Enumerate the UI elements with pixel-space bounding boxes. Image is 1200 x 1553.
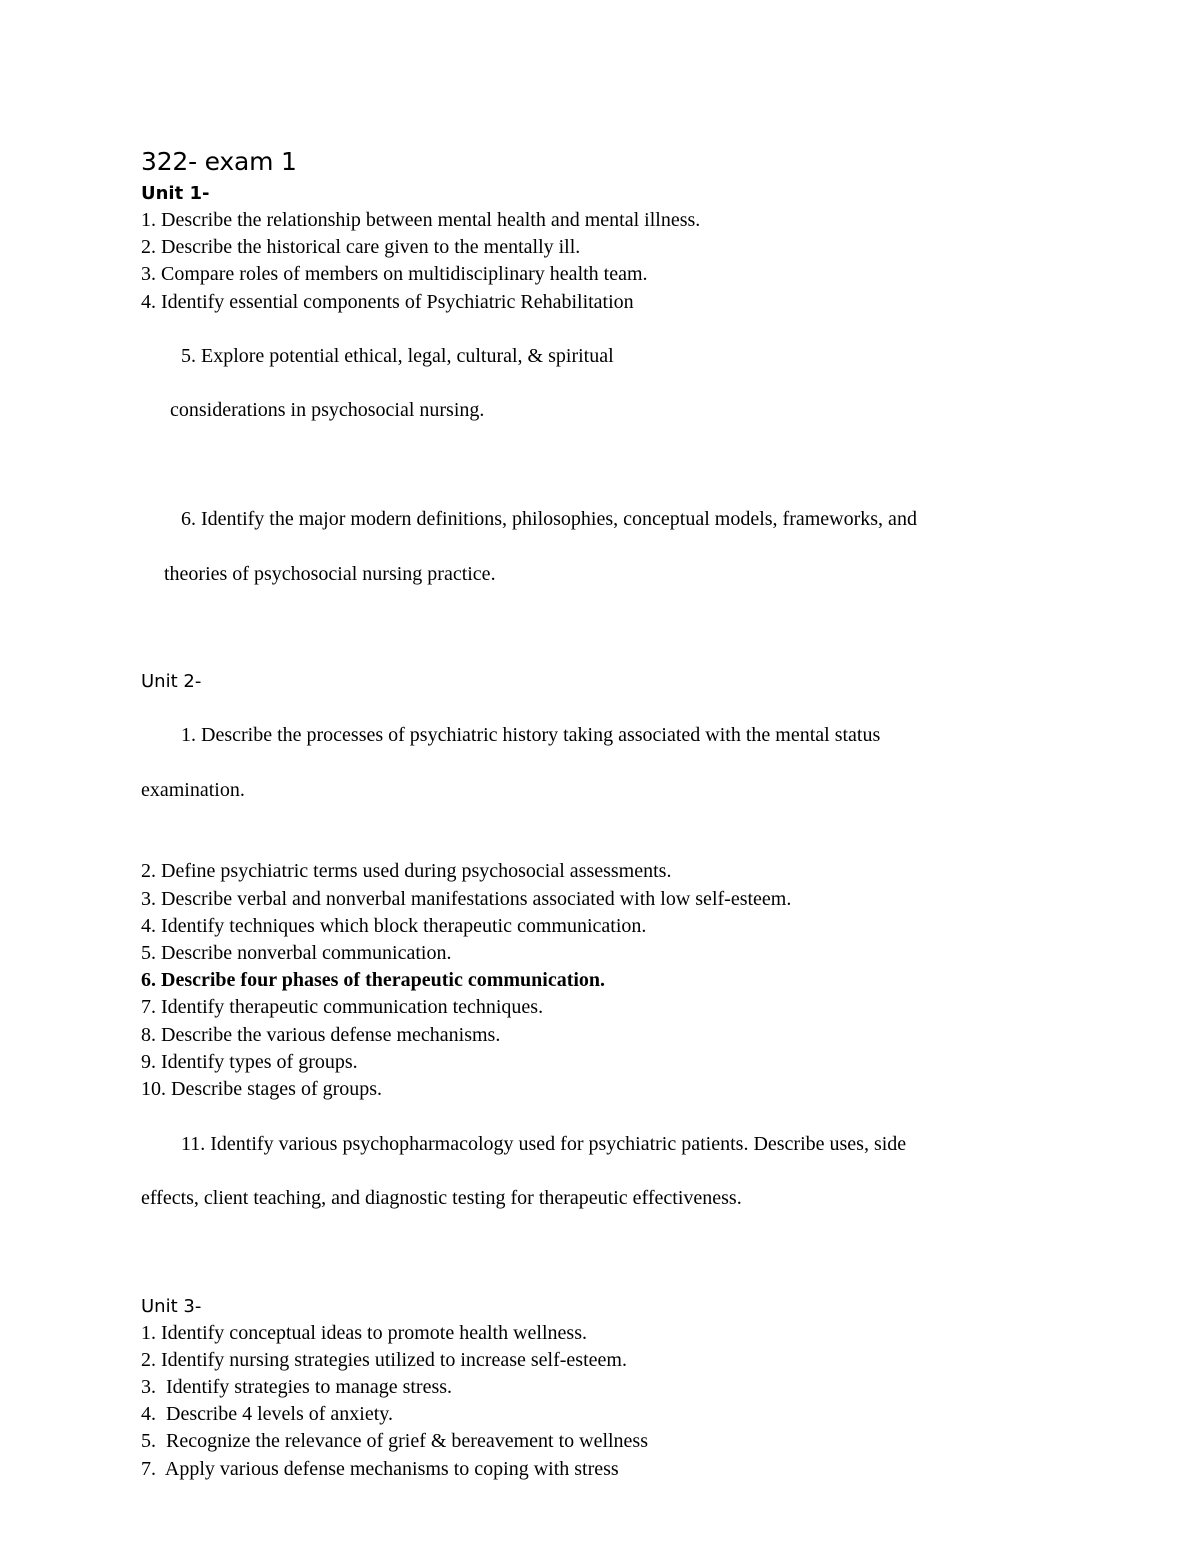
unit-1-item-4: 4. Identify essential components of Psychiatric Rehabilitation [141,290,634,313]
document-title: 322- exam 1 [141,147,297,176]
unit-3-item-4: 4. Describe 4 levels of anxiety. [141,1403,393,1426]
unit-1-item-5 [141,316,1041,479]
unit-3-item-2: 2. Identify nursing strategies utilized to increase self-esteem. [141,1348,627,1371]
unit-1-item-6 [141,479,1041,642]
section-spacer [141,642,1041,669]
unit-2-item-2: 2. Define psychiatric terms used during psychosocial assessments. [141,860,672,883]
document-content [141,144,1041,1483]
unit-2-item-11-line-1: 11. Identify various psychopharmacology used for psychiatric patients. Describe uses, side [181,1132,907,1155]
unit-2-item-5: 5. Describe nonverbal communication. [141,942,452,965]
unit-3-item-1: 1. Identify conceptual ideas to promote health wellness. [141,1321,587,1344]
unit-1-item-5-line-1: 5. Explore potential ethical, legal, cultural, & spiritual [181,345,614,368]
unit-2-item-4: 4. Identify techniques which block therapeutic communication. [141,914,647,937]
unit-2-item-6: 6. Describe four phases of therapeutic communication. [141,969,606,992]
unit-1-section [141,181,1041,642]
unit-1-item-6-line-2: theories of psychosocial nursing practice. [164,562,496,585]
unit-2-item-1 [141,695,1041,858]
unit-3-item-5: 5. Recognize the relevance of grief & bereavement to wellness [141,1430,649,1453]
unit-2-heading: Unit 2- [141,671,202,693]
unit-2-item-3: 3. Describe verbal and nonverbal manifestations associated with low self-esteem. [141,887,792,910]
unit-2-item-11 [141,1103,1041,1266]
unit-1-item-3: 3. Compare roles of members on multidisciplinary health team. [141,263,648,286]
unit-3-heading: Unit 3- [141,1295,202,1317]
unit-2-item-7: 7. Identify therapeutic communication techniques. [141,996,544,1019]
unit-1-heading: Unit 1- [141,183,210,204]
unit-1-item-5-line-2: considerations in psychosocial nursing. [170,399,485,422]
unit-3-item-3: 3. Identify strategies to manage stress. [141,1375,453,1398]
unit-1-item-2: 2. Describe the historical care given to the mentally ill. [141,236,581,259]
unit-2-section [141,669,1041,1266]
unit-3-section [141,1294,1041,1483]
section-spacer [141,1267,1041,1294]
unit-3-item-7: 7. Apply various defense mechanisms to coping with stress [141,1457,619,1480]
unit-1-item-6-line-1: 6. Identify the major modern definitions, philosophies, conceptual models, frameworks, and [181,508,917,531]
unit-2-item-11-line-2: effects, client teaching, and diagnostic testing for therapeutic effectiveness. [141,1186,742,1209]
unit-1-item-1: 1. Describe the relationship between mental health and mental illness. [141,209,701,231]
unit-2-item-9: 9. Identify types of groups. [141,1050,358,1073]
unit-2-item-1-line-2: examination. [141,778,245,801]
unit-2-item-8: 8. Describe the various defense mechanisms. [141,1023,501,1046]
unit-2-item-10: 10. Describe stages of groups. [141,1078,383,1101]
unit-2-item-1-line-1: 1. Describe the processes of psychiatric history taking associated with the mental status [181,724,881,747]
